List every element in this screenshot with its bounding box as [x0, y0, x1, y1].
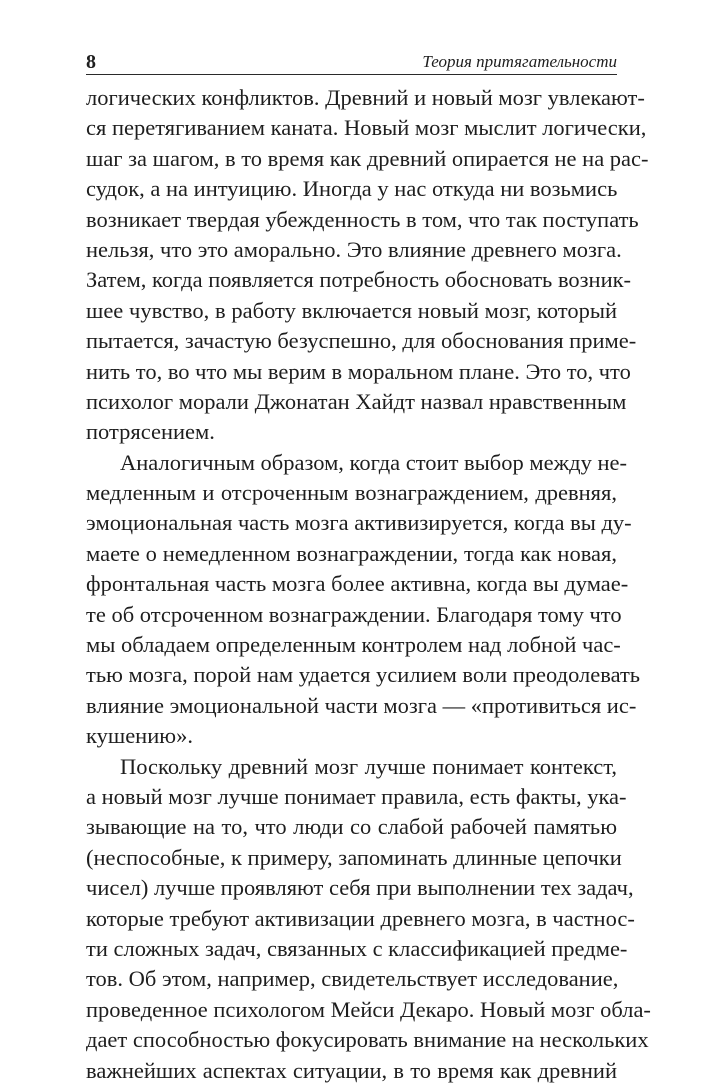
text-line: чисел) лучше проявляют себя при выполнении тех задач, [86, 875, 634, 901]
text-line: шее чувство, в работу включается новый мозг, который [86, 297, 617, 323]
text-line: ти сложных задач, связанных с классификацией предме- [86, 935, 628, 961]
text-line: мы обладаем определенным контролем над лобной час- [86, 632, 621, 658]
text-line: Поскольку древний мозг лучше понимает контекст, [120, 753, 617, 779]
text-line: (неспособные, к примеру, запоминать длинные цепочки [86, 844, 622, 870]
text-line: тов. Об этом, например, свидетельствует исследование, [86, 966, 619, 992]
text-line: фронтальная часть мозга более активна, когда вы думае- [86, 571, 629, 597]
text-line: шаг за шагом, в то время как древний опирается не на рас- [86, 145, 649, 171]
text-line: маете о немедленном вознаграждении, тогда как новая, [86, 540, 617, 566]
text-line: те об отсроченном вознаграждении. Благодаря тому что [86, 601, 622, 627]
body-text [86, 83, 651, 1086]
text-line: а новый мозг лучше понимает правила, есть факты, ука- [86, 783, 627, 809]
running-title: Теория притягательности [422, 52, 617, 71]
text-line: психолог морали Джонатан Хайдт назвал нравственным [86, 388, 627, 414]
paragraph [86, 752, 651, 1086]
text-line: судок, а на интуицию. Иногда у нас откуда ни возьмись [86, 176, 618, 202]
text-line: пытается, зачастую безуспешно, для обоснования приме- [86, 328, 637, 354]
page-header [86, 50, 617, 76]
text-line: дает способностью фокусировать внимание на нескольких [86, 1027, 649, 1053]
paragraph [86, 448, 641, 752]
text-line: логических конфликтов. Древний и новый мозг увлекают- [86, 85, 645, 110]
text-line: нить то, во что мы верим в моральном плане. Это то, что [86, 358, 631, 384]
text-line: ся перетягиванием каната. Новый мозг мыслит логически, [86, 115, 647, 141]
text-line: кушению». [86, 723, 193, 749]
text-line: Затем, когда появляется потребность обосновать возник- [86, 267, 632, 293]
text-line: эмоциональная часть мозга активизируется, когда вы ду- [86, 510, 632, 536]
text-line: зывающие на то, что люди со слабой рабочей памятью [86, 814, 617, 840]
text-line: Аналогичным образом, когда стоит выбор между не- [120, 449, 627, 475]
paragraph [86, 83, 649, 448]
text-line: которые требуют активизации древнего мозга, в частнос- [86, 905, 635, 931]
text-line: медленным и отсроченным вознаграждением, древняя, [86, 480, 617, 506]
text-line: проведенное психологом Мейси Декаро. Новый мозг обла- [86, 996, 651, 1022]
text-line: влияние эмоциональной части мозга — «противиться ис- [86, 692, 637, 718]
text-line: потрясением. [86, 419, 215, 445]
page-number: 8 [86, 51, 96, 73]
text-line: важнейших аспектах ситуации, в то время как древний [86, 1057, 617, 1083]
text-line: возникает твердая убежденность в том, что так поступать [86, 206, 639, 232]
text-line: тью мозга, порой нам удается усилием воли преодолевать [86, 662, 641, 688]
header-rule [86, 74, 617, 75]
text-line: нельзя, что это аморально. Это влияние древнего мозга. [86, 236, 622, 262]
